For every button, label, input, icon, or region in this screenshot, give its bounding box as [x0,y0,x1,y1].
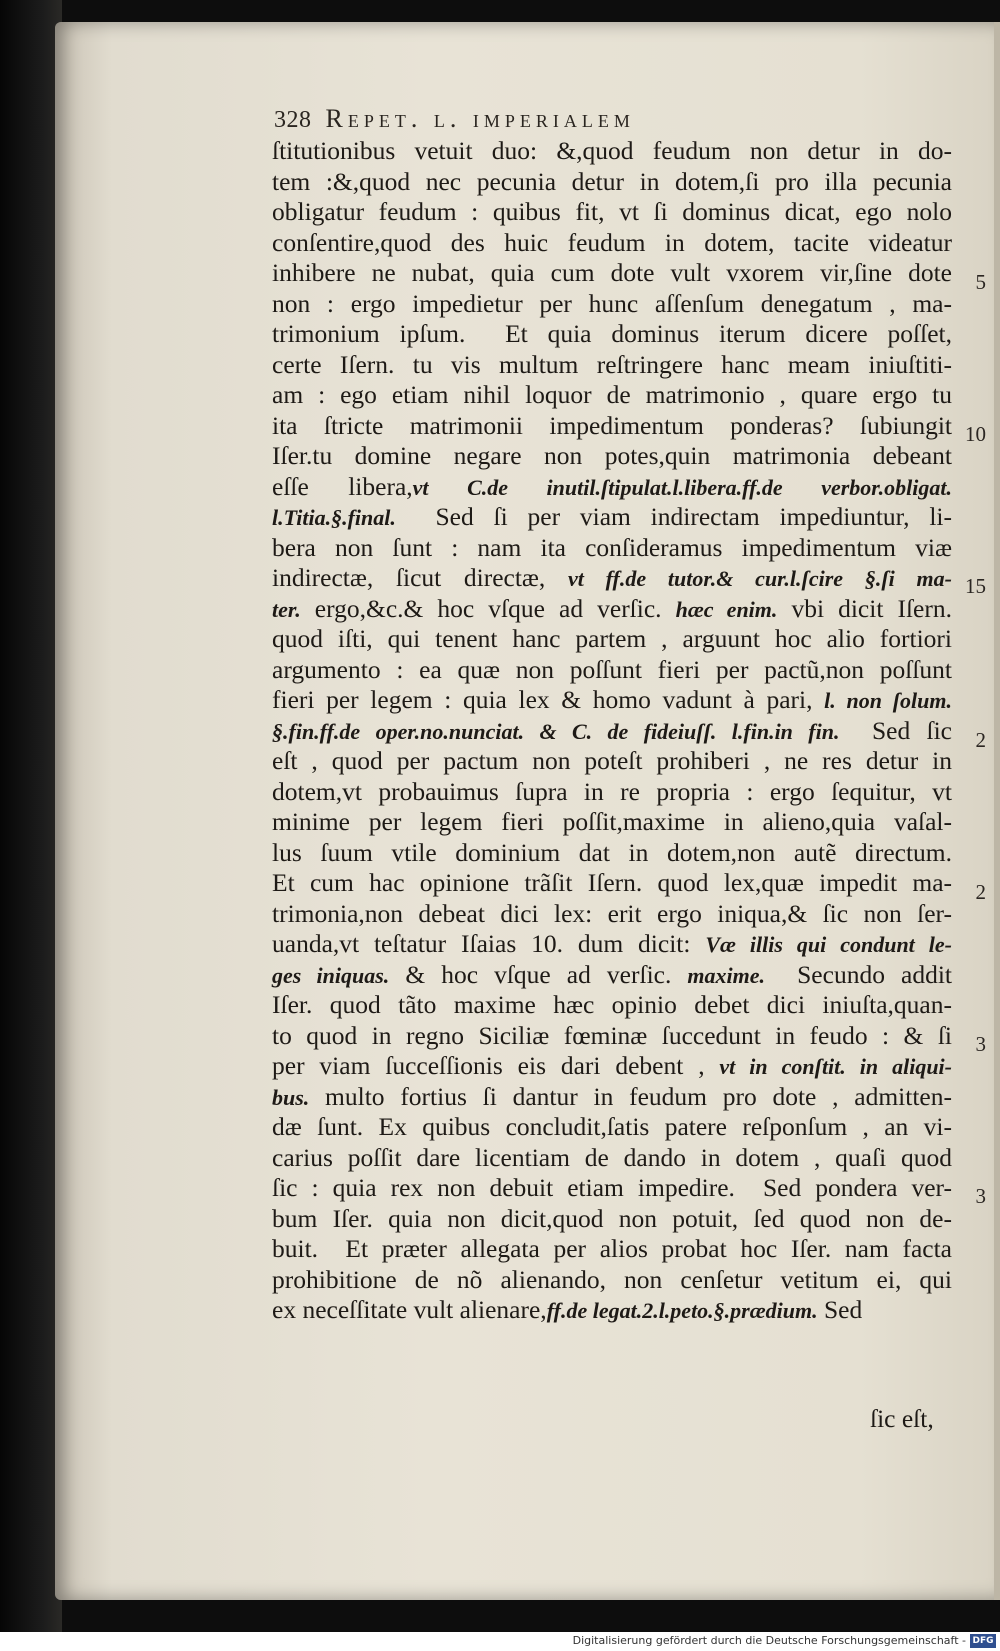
citation-text: l.Titia.§.final. [272,505,396,530]
line-text: dotem,vt probauimus ſupra in re propria : ergo ſequitur, vt [272,776,952,806]
line-text: conſentire,quod des huic feudum in dotem, tacite videatur [272,227,952,257]
running-head-title: Repet. l. imperialem [325,104,635,133]
text-line [272,1082,952,1113]
margin-number: 3 [975,1032,986,1056]
line-text: ſic : quia rex non debuit etiam impedire. Sed pondera ver- [272,1173,952,1202]
text-line [272,1234,952,1265]
line-text: trimonia,non debeat dici lex: erit ergo iniqua,& ſic non ſer- [272,898,952,928]
citation-text: §.fin.ff.de oper.no.nunciat. & C. de fideiuſſ. l.fin.in fin. [272,718,840,744]
funding-credit: Digitalisierung gefördert durch die Deutsche Forschungsgemeinschaft - [572,1634,966,1647]
line-text: carius poſſit dare licentiam de dando in dotem , quaſi quod [272,1142,952,1172]
citation-text: hæc enim. [675,596,778,622]
line-text: trimonium ipſum. Et quia dominus iterum dicere poſſet, [272,319,952,348]
line-text: eſt , quod per pactum non poteſt prohiberi , ne res detur in [272,746,952,775]
line-text: multo fortius ſi dantur in feudum pro dote , admitten- [309,1081,952,1111]
scan-background-left [0,0,62,1651]
line-text: non : ergo impedietur per hunc aſſenſum denegatum , ma- [272,288,952,318]
running-head [274,104,834,134]
text-line [272,1143,952,1174]
line-text: Sed [817,1295,863,1324]
text-line [272,960,952,991]
text-line [272,594,952,625]
citation-text: vt in conſtit. in aliqui- [719,1054,952,1079]
margin-number: 3 [975,1184,986,1208]
text-line [272,319,952,350]
text-line [272,380,952,411]
text-line [272,899,952,930]
citation-text: ges iniquas. [272,962,390,988]
citation-text: vt C.de inutil.ſtipulat.l.libera.ff.de verbor.obligat. [412,474,952,500]
citation-text: Væ illis qui condunt le- [705,932,952,957]
text-line [272,441,952,472]
line-text: ſtitutionibus vetuit duo: &,quod feudum non detur in do- [272,136,952,165]
text-line [272,838,952,869]
text-line [272,807,952,838]
line-text: Secundo addit [765,959,952,989]
citation-text: vt ff.de tutor.& cur.l.ſcire §.ſi ma- [567,566,952,591]
text-line [272,1295,952,1326]
page-number: 328 [274,107,312,133]
page-right-edge [994,22,1000,1600]
text-line [272,746,952,777]
text-line [272,1112,952,1143]
text-line [272,1265,952,1296]
line-text: buit. Et præter allegata per alios probat hoc Iſer. nam facta [272,1234,952,1263]
citation-text: bus. [272,1084,310,1110]
margin-number: 2 [975,880,986,904]
text-line [272,1021,952,1052]
catchword: ſic eſt, [870,1404,934,1433]
main-text-block [272,136,952,1326]
text-line [272,533,952,564]
line-text: certe Iſern. tu vis multum reſtringere hanc meam iniuſtiti- [272,349,952,379]
line-text: lus ſuum vtile dominium dat in dotem,non autẽ directum. [272,837,952,867]
line-text: & hoc vſque ad verſic. [389,959,688,989]
line-text: dæ ſunt. Ex quibus concludit,ſatis patere reſponſum , an vi- [272,1112,952,1141]
text-line [272,197,952,228]
line-text: ergo,&c.& hoc vſque ad verſic. [300,593,676,623]
line-text: Sed ſic [839,715,952,745]
text-line [272,1173,952,1204]
citation-text: ff.de legat.2.l.peto.§.prædium. [546,1298,818,1323]
text-line [272,777,952,808]
line-text: bera non ſunt : nam ita conſideramus impedimentum viæ [272,532,952,562]
line-text: eſſe libera, [272,471,413,501]
text-line [272,716,952,747]
line-text: am : ego etiam nihil loquor de matrimonio , quare ergo tu [272,380,952,409]
line-text: minime per legem fieri poſſit,maxime in alieno,quia vaſal- [272,807,952,836]
line-text: Et cum hac opinione trãſit Iſern. quod lex,quæ impedit ma- [272,868,952,897]
text-line [272,411,952,442]
line-text: tem :&,quod nec pecunia detur in dotem,ſi pro illa pecunia [272,166,952,196]
line-text: uanda,vt teſtatur Iſaias 10. dum dicit: [272,929,706,958]
text-line [272,167,952,198]
text-line [272,502,952,533]
line-text: fieri per legem : quia lex & homo vadunt à pari, [272,685,825,714]
text-line [272,258,952,289]
margin-number: 15 [965,574,986,598]
line-text: argumento : ea quæ non poſſunt fieri per pactũ,non poſſunt [272,654,952,684]
text-line [272,472,952,503]
text-line [272,655,952,686]
line-text: per viam ſucceſſionis eis dari debent , [272,1051,720,1080]
text-line [272,350,952,381]
line-text: Iſer.tu domine negare non potes,quin matrimonia debeant [272,441,952,470]
text-line [272,1051,952,1082]
text-line [272,929,952,960]
margin-number: 5 [975,270,986,294]
line-text: Sed ſi per viam indirectam impediuntur, li- [395,502,952,531]
line-text: prohibitione de nõ alienando, non cenſetur vetitum ei, qui [272,1264,952,1294]
line-text: ex neceſſitate vult alienare, [272,1295,547,1324]
text-line [272,289,952,320]
text-line [272,868,952,899]
line-text: inhibere ne nubat, quia cum dote vult vxorem vir,ſine dote [272,258,952,287]
line-text: ita ſtricte matrimonii impedimentum ponderas? ſubiungit [272,410,952,440]
line-text: vbi dicit Iſern. [777,593,952,623]
margin-number: 10 [965,422,986,446]
text-line [272,990,952,1021]
line-text: to quod in regno Siciliæ fœminæ ſuccedunt in feudo : & ſi [272,1020,952,1050]
line-text: quod iſti, qui tenent hanc partem , arguunt hoc alio fortiori [272,624,952,653]
line-text: indirectæ, ſicut directæ, [272,563,568,592]
text-line [272,624,952,655]
text-line [272,563,952,594]
text-line [272,1204,952,1235]
text-line [272,136,952,167]
citation-text: ter. [272,596,301,622]
line-text: bum Iſer. quia non dicit,quod non potuit, ſed quod non de- [272,1203,952,1233]
line-text: Iſer. quod tãto maxime hæc opinio debet dici iniuſta,quan- [272,990,952,1019]
text-line [272,685,952,716]
margin-number: 2 [975,728,986,752]
citation-text: l. non ſolum. [824,688,952,713]
citation-text: maxime. [687,962,766,988]
text-line [272,228,952,259]
dfg-logo: DFG [970,1634,996,1648]
line-text: obligatur feudum : quibus fit, vt ſi dominus dicat, ego nolo [272,197,952,226]
